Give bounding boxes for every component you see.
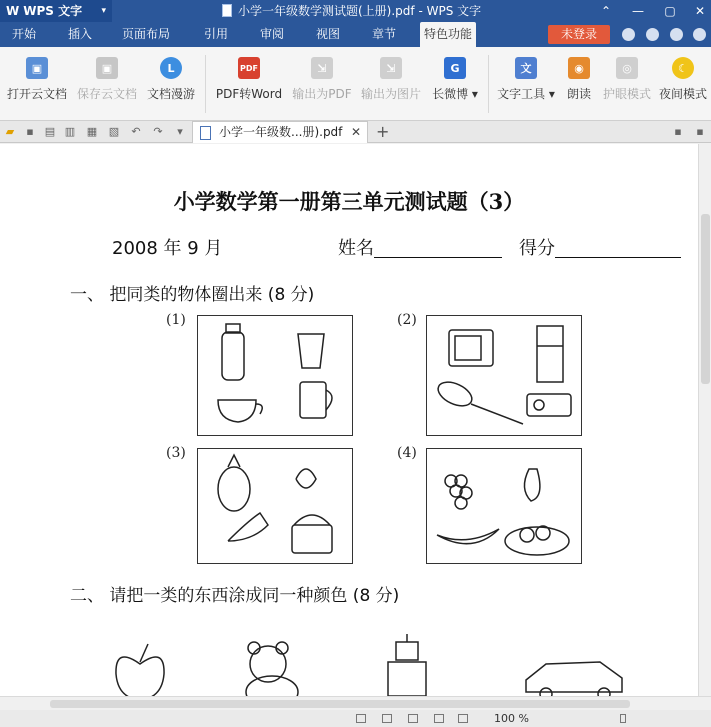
tab-page-layout[interactable]: 页面布局 — [122, 27, 171, 41]
vertical-scrollbar-thumb[interactable] — [701, 214, 710, 384]
chevron-down-icon: ▾ — [101, 6, 106, 16]
ribbon-divider — [488, 55, 489, 113]
open-cloud-doc-button[interactable]: ▣ 打开云文档 — [4, 53, 70, 115]
ribbon — [0, 47, 711, 121]
reading-view-icon[interactable] — [458, 714, 468, 723]
pdf-page — [0, 144, 698, 696]
produce-illustration — [198, 449, 351, 562]
open-file-icon[interactable]: ▰ — [5, 125, 15, 138]
box-label-4: (4) — [397, 445, 417, 461]
tab-review[interactable]: 审阅 — [260, 27, 285, 41]
picture-box-appliances — [426, 315, 582, 436]
doc-roam-button[interactable]: L 文档漫游 — [144, 53, 198, 115]
tab-special-features[interactable]: 特色功能 — [420, 22, 476, 47]
export-icon[interactable]: ▤ — [44, 125, 56, 138]
tab-chapter[interactable]: 章节 — [372, 27, 397, 41]
zoom-level[interactable]: 100 % — [494, 712, 529, 725]
exam-date: 2008 年 9 月 — [112, 238, 223, 259]
new-tab-button[interactable]: + — [376, 122, 390, 141]
undo-icon[interactable]: ↶ — [131, 125, 141, 138]
long-weibo-button[interactable]: G 长微博 ▾ — [428, 53, 482, 115]
document-tab-bar — [0, 121, 711, 143]
format-icon[interactable]: ▧ — [108, 125, 120, 138]
question-2: 二、 请把一类的东西涂成同一种颜色 (8 分) — [70, 586, 400, 606]
tab-view[interactable]: 视图 — [316, 27, 341, 41]
title-bar — [0, 0, 711, 22]
web-view-icon[interactable] — [408, 714, 418, 723]
help-icon[interactable] — [693, 28, 706, 41]
pdf-file-icon — [200, 126, 211, 140]
ribbon-divider — [205, 55, 206, 113]
tab-reference[interactable]: 引用 — [204, 27, 229, 41]
picture-box-vegetables — [197, 448, 353, 564]
export-pdf-button[interactable]: ⇲ 输出为PDF — [290, 53, 354, 115]
moon-icon: ☾ — [672, 57, 694, 79]
quick-access-dropdown-icon[interactable]: ▾ — [177, 125, 183, 138]
skin-icon[interactable] — [622, 28, 635, 41]
tab-list-icon[interactable]: ▪ — [674, 125, 682, 138]
export-image-icon: ⇲ — [380, 57, 402, 79]
eye-icon: ◎ — [616, 57, 638, 79]
app-menu-button[interactable] — [0, 0, 112, 22]
pdf-file-icon — [222, 4, 232, 17]
cloud-icon: L — [160, 57, 182, 79]
close-button[interactable]: ✕ — [694, 4, 706, 18]
collapse-ribbon-button[interactable]: ⌃ — [600, 4, 612, 18]
box-label-3: (3) — [166, 445, 186, 461]
eye-protect-button[interactable]: ◎ 护眼模式 — [600, 53, 654, 115]
text-tools-button[interactable]: 文 文字工具 ▾ — [494, 53, 558, 115]
print-preview-icon[interactable]: ▦ — [86, 125, 98, 138]
redo-icon[interactable]: ↷ — [153, 125, 163, 138]
status-bar — [0, 710, 711, 727]
fruits-illustration — [427, 449, 580, 562]
app-name: WPS 文字 — [23, 4, 83, 18]
tab-menu-icon[interactable]: ▪ — [696, 125, 704, 138]
read-aloud-button[interactable]: ◉ 朗读 — [562, 53, 596, 115]
tab-document[interactable]: 小学一年级数...册).pdf ✕ — [192, 121, 368, 143]
save-cloud-doc-button[interactable]: ▣ 保存云文档 — [74, 53, 140, 115]
box-label-2: (2) — [397, 312, 417, 328]
horizontal-scrollbar[interactable] — [0, 696, 711, 710]
save-icon[interactable]: ▪ — [26, 125, 34, 138]
menu-bar — [0, 22, 711, 47]
print-icon[interactable]: ▥ — [64, 125, 76, 138]
folder-cloud-icon: ▣ — [26, 57, 48, 79]
containers-illustration — [198, 316, 351, 434]
window-title: 小学一年级数学测试题(上册).pdf - WPS 文字 — [222, 0, 481, 22]
view-mode-icon[interactable] — [356, 714, 366, 723]
export-pdf-icon: ⇲ — [311, 57, 333, 79]
weibo-icon: G — [444, 57, 466, 79]
document-area[interactable] — [0, 144, 698, 696]
shirt-icon[interactable] — [670, 28, 683, 41]
picture-box-fruits — [426, 448, 582, 564]
outline-view-icon[interactable] — [434, 714, 444, 723]
zoom-slider-handle[interactable] — [620, 714, 626, 723]
tab-start[interactable]: 开始 — [12, 27, 37, 41]
tab-insert[interactable]: 插入 — [68, 27, 93, 41]
appliances-illustration — [427, 316, 580, 434]
vertical-scrollbar[interactable] — [698, 144, 711, 696]
night-mode-button[interactable]: ☾ 夜间模式 — [656, 53, 710, 115]
microphone-icon: ◉ — [568, 57, 590, 79]
picture-box-containers — [197, 315, 353, 436]
export-image-button[interactable]: ⇲ 输出为图片 — [358, 53, 424, 115]
items-illustration — [0, 634, 698, 696]
score-field: 得分 — [519, 234, 681, 260]
question-1: 一、 把同类的物体圈出来 (8 分) — [70, 285, 315, 305]
minimize-button[interactable]: — — [632, 4, 644, 18]
maximize-button[interactable]: ▢ — [664, 4, 676, 18]
save-cloud-icon: ▣ — [96, 57, 118, 79]
horizontal-scrollbar-thumb[interactable] — [50, 700, 630, 708]
sync-icon[interactable] — [646, 28, 659, 41]
pdf-to-word-button[interactable]: PDF PDF转Word — [212, 53, 286, 115]
pdf-word-icon: PDF — [238, 57, 260, 79]
box-label-1: (1) — [166, 312, 186, 328]
page-title: 小学数学第一册第三单元测试题（3） — [173, 189, 525, 214]
close-tab-icon[interactable]: ✕ — [350, 125, 361, 139]
login-button[interactable]: 未登录 — [548, 25, 610, 44]
name-field: 姓名 — [338, 234, 502, 260]
wps-logo-icon: W — [6, 4, 20, 18]
text-tools-icon: 文 — [515, 57, 537, 79]
page-view-icon[interactable] — [382, 714, 392, 723]
